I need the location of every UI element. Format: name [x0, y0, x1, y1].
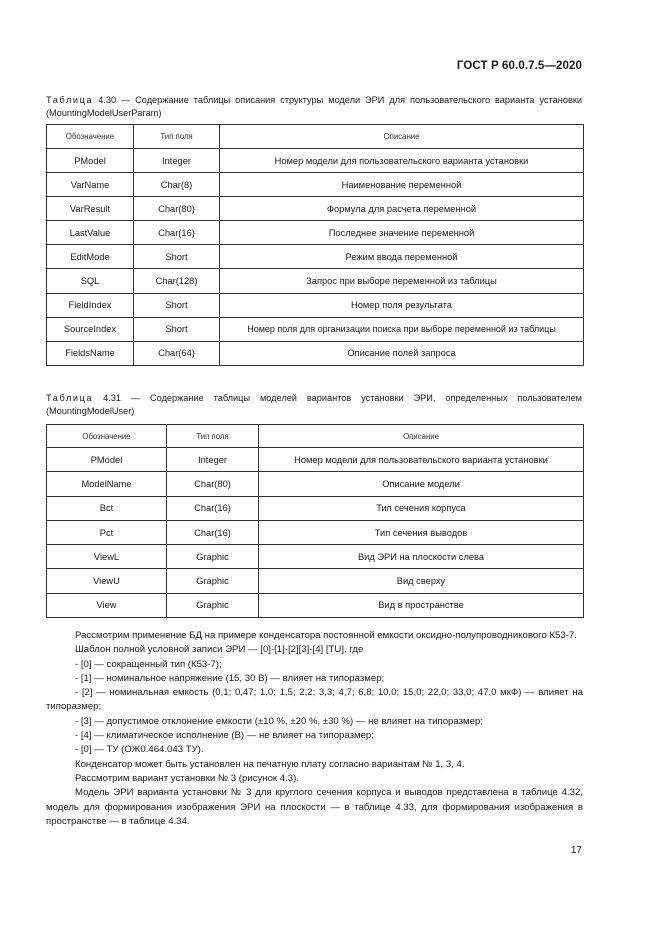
table-header-row — [47, 125, 584, 149]
column-header-description: Описание — [220, 125, 584, 149]
cell-field-type: Char(16) — [167, 520, 259, 544]
column-header-designation: Обозначение — [47, 125, 134, 149]
cell-description: Тип сечения корпуса — [259, 496, 584, 520]
table-431-caption — [46, 392, 582, 417]
paragraph: - [1] — номинальное напряжение (15, 30 В) — влияет на типоразмер; — [75, 672, 385, 684]
body-text — [46, 629, 583, 829]
cell-field-type: Integer — [134, 149, 220, 173]
cell-designation: Pct — [47, 520, 167, 544]
table-row — [47, 245, 584, 269]
table-row — [47, 545, 584, 569]
cell-field-type: Short — [134, 317, 220, 341]
paragraph: Шаблон полной условной записи ЭРИ — [0]-[1]-[2][3]-[4] [TU], где — [75, 644, 364, 656]
table-430-caption-label: Таблица — [46, 95, 94, 105]
paragraph: Модель ЭРИ варианта установки № 3 для круглого сечения корпуса и выводов представлена в таблице 4.32, модель для формирования изображения ЭРИ на плоскости — в таблице 4.33, для формирования изображения в пространстве — в таблице 4.34. — [46, 787, 583, 827]
cell-field-type: Char(16) — [134, 221, 220, 245]
cell-designation: SourceIndex — [47, 317, 134, 341]
column-header-description: Описание — [259, 425, 584, 448]
cell-designation: SQL — [47, 269, 134, 293]
cell-designation: PModel — [47, 149, 134, 173]
cell-field-type: Char(80) — [134, 197, 220, 221]
cell-description: Наименование переменной — [220, 173, 584, 197]
table-430-caption — [46, 94, 582, 119]
cell-description: Номер поля результата — [220, 293, 584, 317]
table-row — [47, 448, 584, 472]
table-430 — [46, 124, 584, 366]
cell-field-type: Graphic — [167, 569, 259, 593]
table-430-caption-text: 4.30 — Содержание таблицы описания структуры модели ЭРИ для пользовательского варианта установки (MountingModelUserParam) — [46, 95, 582, 118]
cell-description: Тип сечения выводов — [259, 520, 584, 544]
cell-field-type: Graphic — [167, 545, 259, 569]
cell-designation: ModelName — [47, 472, 167, 496]
column-header-designation: Обозначение — [47, 425, 167, 448]
cell-field-type: Char(16) — [167, 496, 259, 520]
table-431-caption-label: Таблица — [46, 393, 94, 403]
column-header-field-type: Тип поля — [167, 425, 259, 448]
cell-description: Режим ввода переменной — [220, 245, 584, 269]
cell-description: Описание полей запроса — [220, 341, 584, 365]
cell-field-type: Char(128) — [134, 269, 220, 293]
table-row — [47, 341, 584, 365]
cell-designation: PModel — [47, 448, 167, 472]
column-header-field-type: Тип поля — [134, 125, 220, 149]
cell-description: Вид в пространстве — [259, 593, 584, 617]
cell-field-type: Integer — [167, 448, 259, 472]
cell-designation: Bct — [47, 496, 167, 520]
cell-description: Последнее значение переменной — [220, 221, 584, 245]
cell-description: Вид сверху — [259, 569, 584, 593]
standard-header: ГОСТ Р 60.0.7.5—2020 — [456, 60, 582, 72]
cell-description: Запрос при выборе переменной из таблицы — [220, 269, 584, 293]
table-row — [47, 317, 584, 341]
paragraph: Конденсатор может быть установлен на печатную плату согласно вариантам № 1, 3, 4. — [75, 758, 465, 770]
cell-field-type: Char(8) — [134, 173, 220, 197]
cell-field-type: Char(64) — [134, 341, 220, 365]
cell-designation: LastValue — [47, 221, 134, 245]
table-431 — [46, 424, 584, 618]
cell-designation: FieldIndex — [47, 293, 134, 317]
cell-designation: EditMode — [47, 245, 134, 269]
paragraph: - [4] — климатическое исполнение (В) — не влияет на типоразмер; — [75, 730, 374, 742]
table-row — [47, 197, 584, 221]
table-row — [47, 149, 584, 173]
cell-field-type: Graphic — [167, 593, 259, 617]
cell-designation: FieldsName — [47, 341, 134, 365]
page-number: 17 — [570, 845, 582, 856]
cell-description: Вид ЭРИ на плоскости слева — [259, 545, 584, 569]
cell-designation: ViewU — [47, 569, 167, 593]
paragraph: - [3] — допустимое отклонение емкости (±10 %, ±20 %, ±30 %) — не влияет на типоразмер; — [75, 715, 483, 727]
table-row — [47, 173, 584, 197]
table-row — [47, 569, 584, 593]
cell-description: Номер поля для организации поиска при выборе переменной из таблицы — [220, 317, 584, 341]
cell-field-type: Short — [134, 245, 220, 269]
cell-designation: VarName — [47, 173, 134, 197]
paragraph: - [0] — ТУ (ОЖ0.464.043 ТУ). — [75, 744, 204, 756]
cell-description: Номер модели для пользовательского варианта установки — [220, 149, 584, 173]
cell-description: Формула для расчета переменной — [220, 197, 584, 221]
paragraph: Рассмотрим вариант установки № 3 (рисунок 4.3). — [75, 772, 299, 784]
table-row — [47, 221, 584, 245]
cell-designation: VarResult — [47, 197, 134, 221]
paragraph: - [0] — сокращенный тип (К53-7); — [75, 658, 222, 670]
cell-description: Номер модели для пользовательского варианта установки — [259, 448, 584, 472]
cell-field-type: Short — [134, 293, 220, 317]
paragraph: Рассмотрим применение БД на примере конденсатора постоянной емкости оксидно-полупроводникового К53-7. — [75, 630, 577, 641]
table-row — [47, 293, 584, 317]
paragraph: - [2] — номинальная емкость (0,1; 0,47; 1,0; 1,5; 2,2; 3,3; 4,7; 6,8; 10,0; 15,0; 22,0; 33,0; 47,0 мкФ) — влияет на типоразмер; — [46, 687, 583, 713]
table-row — [47, 496, 584, 520]
cell-designation: ViewL — [47, 545, 167, 569]
cell-description: Описание модели — [259, 472, 584, 496]
table-row — [47, 520, 584, 544]
cell-designation: View — [47, 593, 167, 617]
table-row — [47, 269, 584, 293]
table-row — [47, 593, 584, 617]
table-431-caption-text: 4.31 — Содержание таблицы моделей вариантов установки ЭРИ, определенных пользователем (MountingModelUser) — [46, 393, 582, 416]
cell-field-type: Char(80) — [167, 472, 259, 496]
table-header-row — [47, 425, 584, 448]
table-row — [47, 472, 584, 496]
